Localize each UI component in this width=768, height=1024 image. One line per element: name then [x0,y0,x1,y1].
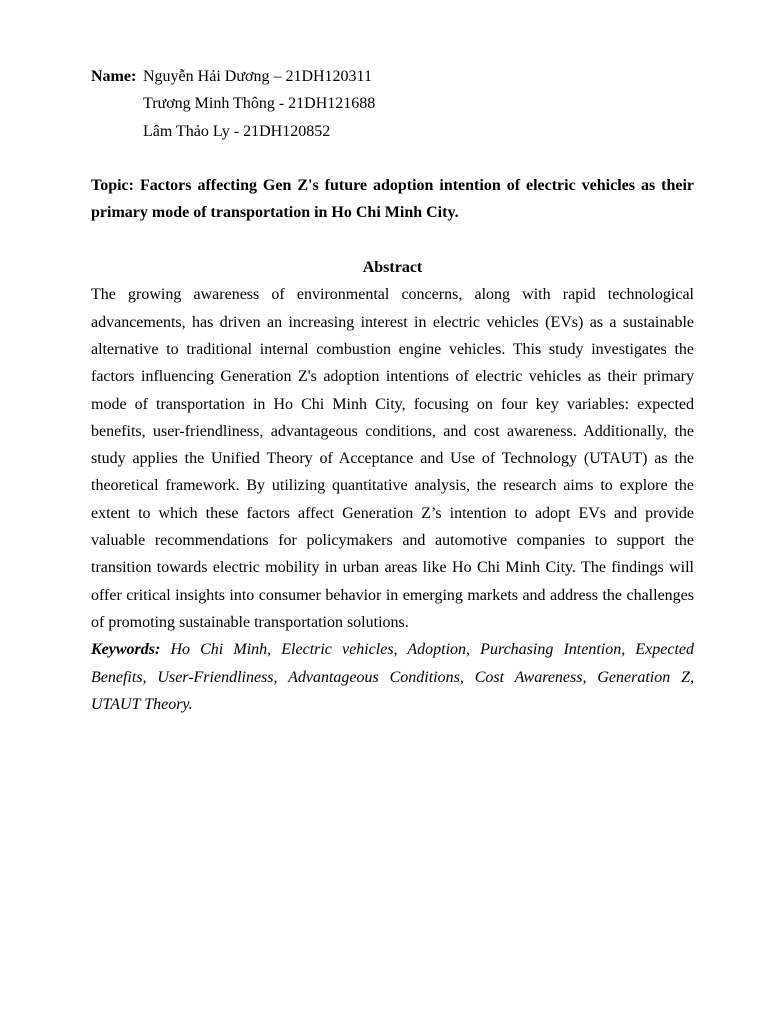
document-page [91,63,694,718]
keywords-label: Keywords: [91,641,161,659]
name-label: Name: [91,68,137,85]
keywords [91,636,694,718]
author-name-3: Lâm Thảo Ly - 21DH120852 [143,122,331,140]
abstract-body: The growing awareness of environmental concerns, along with rapid technological advancements, has driven an increasing interest in electric vehicles (EVs) as a sustainable alternative to traditional internal combustion engine vehicles. This study investigates the factors influencing Generation Z's adoption intentions of electric vehicles as their primary mode of transportation in Ho Chi Minh City, focusing on four key variables: expected benefits, user-friendliness, advantageous conditions, and cost awareness. Additionally, the study applies the Unified Theory of Acceptance and Use of Technology (UTAUT) as the theoretical framework. By utilizing quantitative analysis, the research aims to explore the extent to which these factors affect Generation Z’s intention to adopt EVs and provide valuable recommendations for policymakers and automotive companies to support the transition towards electric mobility in urban areas like Ho Chi Minh City. The findings will offer critical insights into consumer behavior in emerging markets and address the challenges of promoting sustainable transportation solutions. [91,286,694,631]
author-line-3 [91,118,694,145]
topic-text: Factors affecting Gen Z's future adoption intention of electric vehicles as their primary mode of transportation in Ho Chi Minh City. [91,177,695,222]
author-name-2: Trương Minh Thông - 21DH121688 [143,95,376,113]
keywords-text: Ho Chi Minh, Electric vehicles, Adoption, Purchasing Intention, Expected Benefits, User-Friendliness, Advantageous Conditions, Cost Awareness, Generation Z, UTAUT Theory. [91,641,694,713]
topic-label: Topic: [91,177,134,195]
topic [91,172,694,227]
abstract-heading: Abstract [362,259,423,277]
author-line-1 [91,63,694,90]
author-name-1: Nguyễn Hải Dương – 21DH120311 [143,68,372,85]
author-line-2 [91,90,694,117]
